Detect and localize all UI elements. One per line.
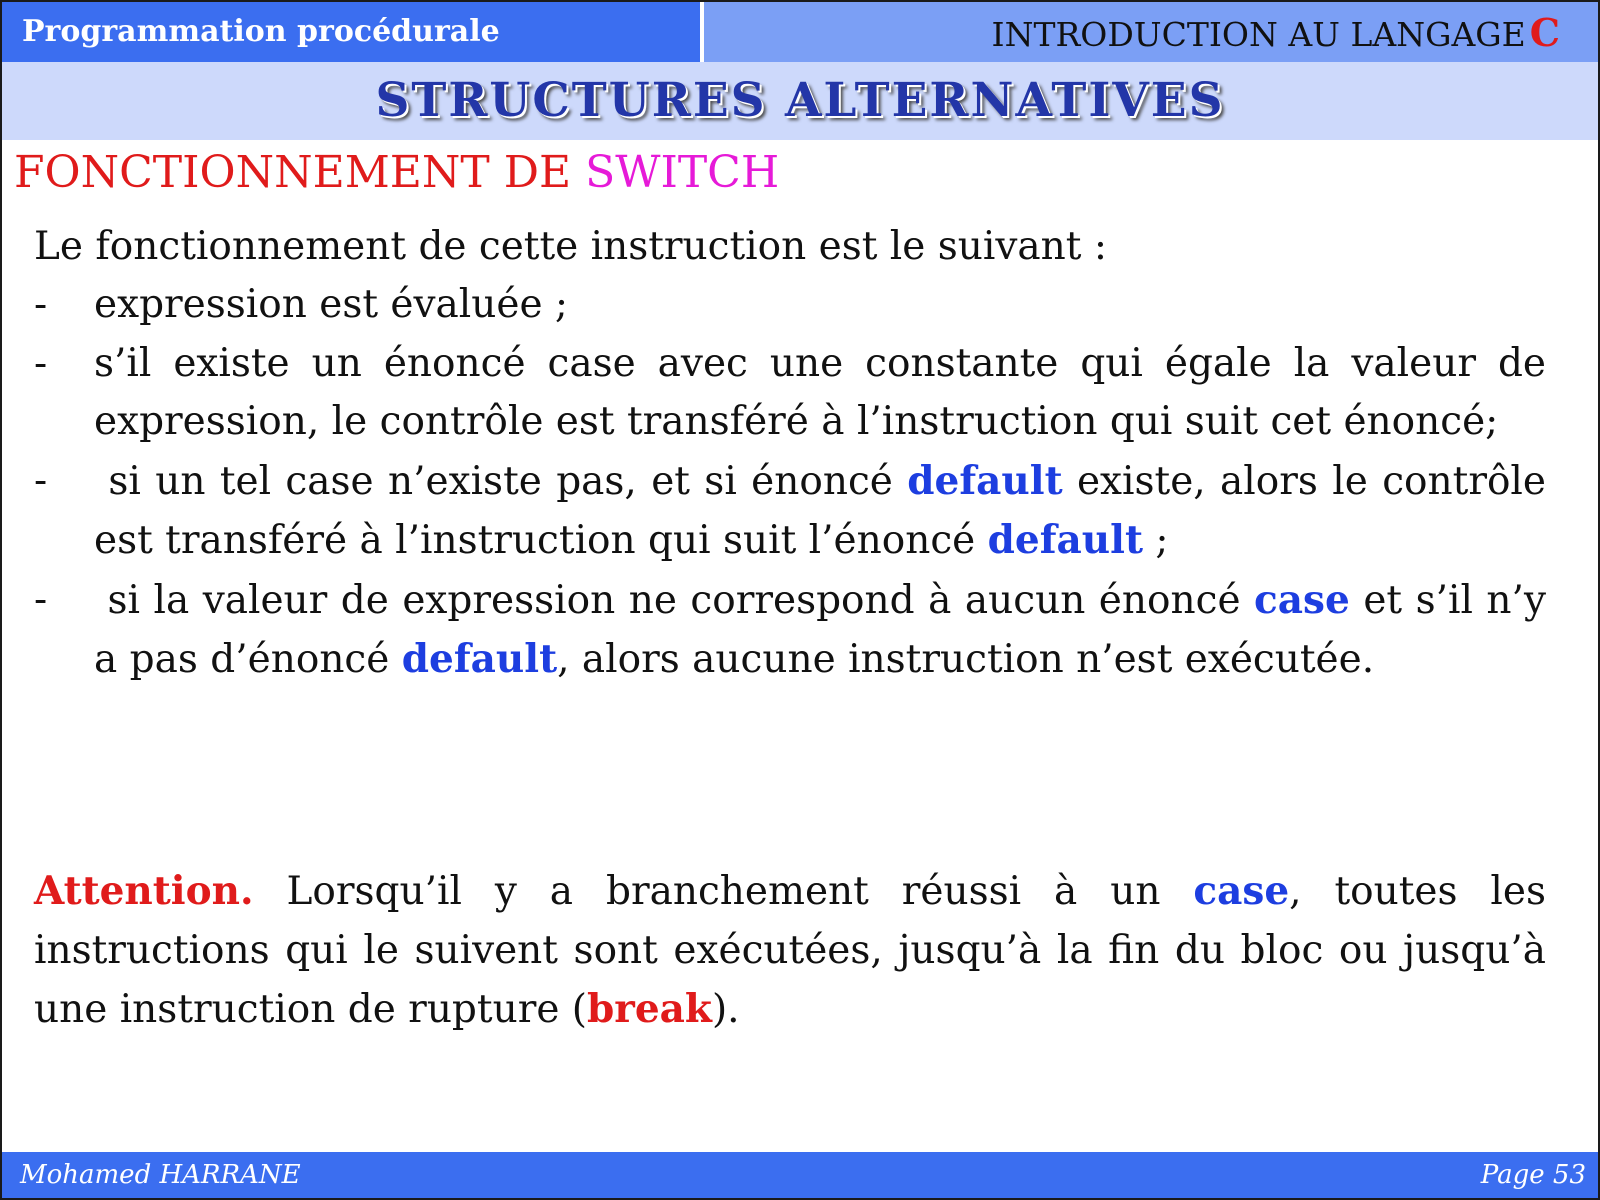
dash-bullet: - [34, 340, 48, 386]
bullet-text: ; [1142, 518, 1169, 563]
dash-bullet: - [34, 457, 48, 503]
attention-label: Attention. [34, 868, 254, 914]
attention-text: ). [711, 987, 740, 1032]
keyword-default: default [907, 457, 1063, 504]
section-title-keyword: SWITCH [585, 147, 780, 198]
module-letter: C [1529, 10, 1560, 55]
bullet-text: expression est évaluée ; [94, 282, 569, 327]
course-header [2, 2, 700, 62]
bullet-text: si la valeur de expression ne correspond à aucun énoncé [107, 577, 1255, 623]
course-title: Programmation procédurale [22, 14, 500, 49]
footer [2, 1152, 1598, 1198]
keyword-break: break [587, 986, 712, 1032]
page-number: Page 53 [1480, 1160, 1586, 1190]
module-header [704, 2, 1598, 62]
list-item [34, 571, 1546, 690]
bullet-text: si un tel case n’existe pas, et si énoncé [108, 458, 908, 504]
list-item [34, 335, 1546, 452]
keyword-default: default [401, 636, 558, 682]
list-item [34, 452, 1546, 571]
attention-text: , toutes les instructions qui le suivent sont exécutées, jusqu’à la fin du bloc ou jusqu’à une instruction de rupture ( [34, 869, 1546, 1032]
attention-text: Lorsqu’il y a branchement réussi à un [253, 869, 1194, 914]
keyword-case: case [1254, 576, 1350, 623]
bullet-text: existe, alors le contrôle est transféré à l’instruction qui suit l’énoncé [94, 458, 1546, 563]
bullet-text: et s’il n’y a pas d’énoncé [94, 577, 1546, 682]
slide-title: STRUCTURES ALTERNATIVES [375, 73, 1225, 128]
bullet-list [34, 276, 1546, 690]
module-title: INTRODUCTION AU LANGAGE [991, 15, 1526, 54]
keyword-case: case [1193, 868, 1290, 914]
dash-bullet: - [34, 576, 48, 622]
title-band [2, 62, 1598, 140]
section-title [14, 145, 779, 201]
bullet-text: s’il existe un énoncé case avec une constante qui égale la valeur de expression, le contrôle est transféré à l’instruction qui suit cet énoncé; [94, 340, 1546, 444]
bullet-text: , alors aucune instruction n’est exécutée. [557, 637, 1375, 682]
list-item [34, 276, 1546, 335]
attention-paragraph [34, 862, 1546, 1040]
dash-bullet: - [34, 282, 48, 327]
footer-author: Mohamed HARRANE [20, 1160, 301, 1190]
intro-text: Le fonctionnement de cette instruction est le suivant : [34, 224, 1107, 269]
section-title-prefix: FONCTIONNEMENT DE [14, 147, 586, 198]
keyword-default: default [987, 517, 1143, 563]
